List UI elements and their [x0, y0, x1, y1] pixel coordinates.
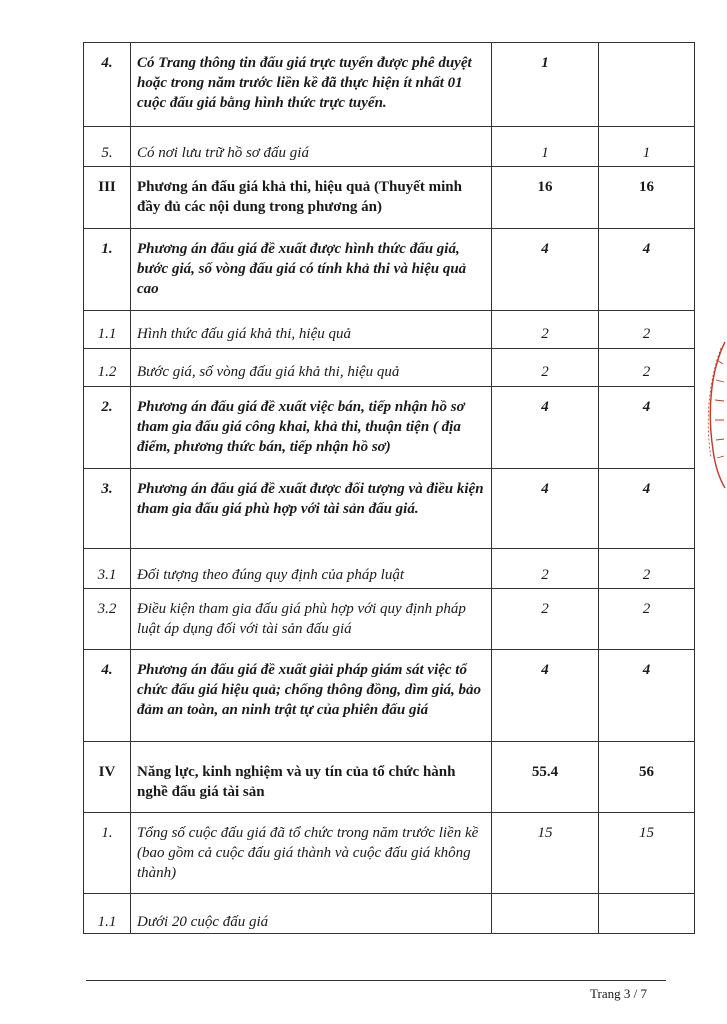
row-description: Đối tượng theo đúng quy định của pháp luật — [131, 549, 492, 589]
score-column-2: 4 — [599, 387, 695, 469]
row-description: Tổng số cuộc đấu giá đã tổ chức trong năm trước liền kề (bao gồm cả cuộc đấu giá thành và cuộc đấu giá không thành) — [131, 813, 492, 894]
score-column-1: 4 — [492, 387, 599, 469]
score-column-1: 55.4 — [492, 742, 599, 813]
row-number: 1. — [84, 813, 131, 894]
score-column-1: 2 — [492, 311, 599, 349]
score-column-1: 4 — [492, 229, 599, 311]
score-column-1: 16 — [492, 167, 599, 229]
criteria-table — [83, 42, 695, 934]
score-column-2: 1 — [599, 127, 695, 167]
row-description: Phương án đấu giá đề xuất giải pháp giám sát việc tổ chức đấu giá hiệu quả; chống thông đồng, dìm giá, bảo đảm an toàn, an ninh trật tự của phiên đấu giá — [131, 650, 492, 742]
row-number: 4. — [84, 650, 131, 742]
table-row — [84, 349, 695, 387]
row-number: 1.1 — [84, 311, 131, 349]
table-row — [84, 229, 695, 311]
footer-rule — [86, 980, 666, 981]
table-row — [84, 311, 695, 349]
row-description: Điều kiện tham gia đấu giá phù hợp với quy định pháp luật áp dụng đối với tài sản đấu giá — [131, 589, 492, 650]
page-number: Trang 3 / 7 — [590, 986, 647, 1001]
table-row — [84, 589, 695, 650]
score-column-1: 1 — [492, 127, 599, 167]
score-column-2: 4 — [599, 650, 695, 742]
section-row — [84, 742, 695, 813]
score-column-2: 2 — [599, 589, 695, 650]
row-description: Phương án đấu giá đề xuất được đối tượng và điều kiện tham gia đấu giá phù hợp với tài sản đấu giá. — [131, 469, 492, 549]
table-row — [84, 387, 695, 469]
row-description: Có Trang thông tin đấu giá trực tuyến được phê duyệt hoặc trong năm trước liền kề đã thực hiện ít nhất 01 cuộc đấu giá bằng hình thức trực tuyến. — [131, 43, 492, 127]
row-description: Bước giá, số vòng đấu giá khả thi, hiệu quả — [131, 349, 492, 387]
table-row — [84, 549, 695, 589]
row-number: 5. — [84, 127, 131, 167]
row-description: Phương án đấu giá đề xuất việc bán, tiếp nhận hồ sơ tham gia đấu giá công khai, khả thi, thuận tiện ( địa điểm, phương thức bán, tiếp nhận hồ sơ) — [131, 387, 492, 469]
score-column-2: 16 — [599, 167, 695, 229]
row-number: 1.1 — [84, 894, 131, 934]
section-row — [84, 167, 695, 229]
score-column-2: 2 — [599, 349, 695, 387]
score-column-2: 56 — [599, 742, 695, 813]
score-column-2 — [599, 894, 695, 934]
score-column-1 — [492, 894, 599, 934]
section-number: IV — [84, 742, 131, 813]
table-row — [84, 469, 695, 549]
section-title: Phương án đấu giá khả thi, hiệu quả (Thuyết minh đầy đủ các nội dung trong phương án) — [131, 167, 492, 229]
section-number: III — [84, 167, 131, 229]
row-number: 1. — [84, 229, 131, 311]
row-number: 2. — [84, 387, 131, 469]
score-column-1: 2 — [492, 349, 599, 387]
table-row — [84, 650, 695, 742]
score-column-2 — [599, 43, 695, 127]
row-description: Dưới 20 cuộc đấu giá — [131, 894, 492, 934]
score-column-2: 4 — [599, 229, 695, 311]
section-title: Năng lực, kinh nghiệm và uy tín của tổ chức hành nghề đấu giá tài sản — [131, 742, 492, 813]
score-column-1: 2 — [492, 589, 599, 650]
table-row — [84, 894, 695, 934]
score-column-2: 2 — [599, 549, 695, 589]
score-column-1: 15 — [492, 813, 599, 894]
score-column-2: 15 — [599, 813, 695, 894]
table-row — [84, 43, 695, 127]
red-stamp-fragment — [697, 340, 727, 490]
score-column-2: 2 — [599, 311, 695, 349]
row-description: Hình thức đấu giá khả thi, hiệu quả — [131, 311, 492, 349]
row-number: 4. — [84, 43, 131, 127]
row-number: 3.1 — [84, 549, 131, 589]
row-description: Có nơi lưu trữ hồ sơ đấu giá — [131, 127, 492, 167]
row-description: Phương án đấu giá đề xuất được hình thức đấu giá, bước giá, số vòng đấu giá có tính khả thi và hiệu quả cao — [131, 229, 492, 311]
table-row — [84, 127, 695, 167]
table-row — [84, 813, 695, 894]
score-column-1: 1 — [492, 43, 599, 127]
score-column-1: 4 — [492, 469, 599, 549]
row-number: 3.2 — [84, 589, 131, 650]
row-number: 3. — [84, 469, 131, 549]
score-column-1: 2 — [492, 549, 599, 589]
row-number: 1.2 — [84, 349, 131, 387]
score-column-2: 4 — [599, 469, 695, 549]
score-column-1: 4 — [492, 650, 599, 742]
